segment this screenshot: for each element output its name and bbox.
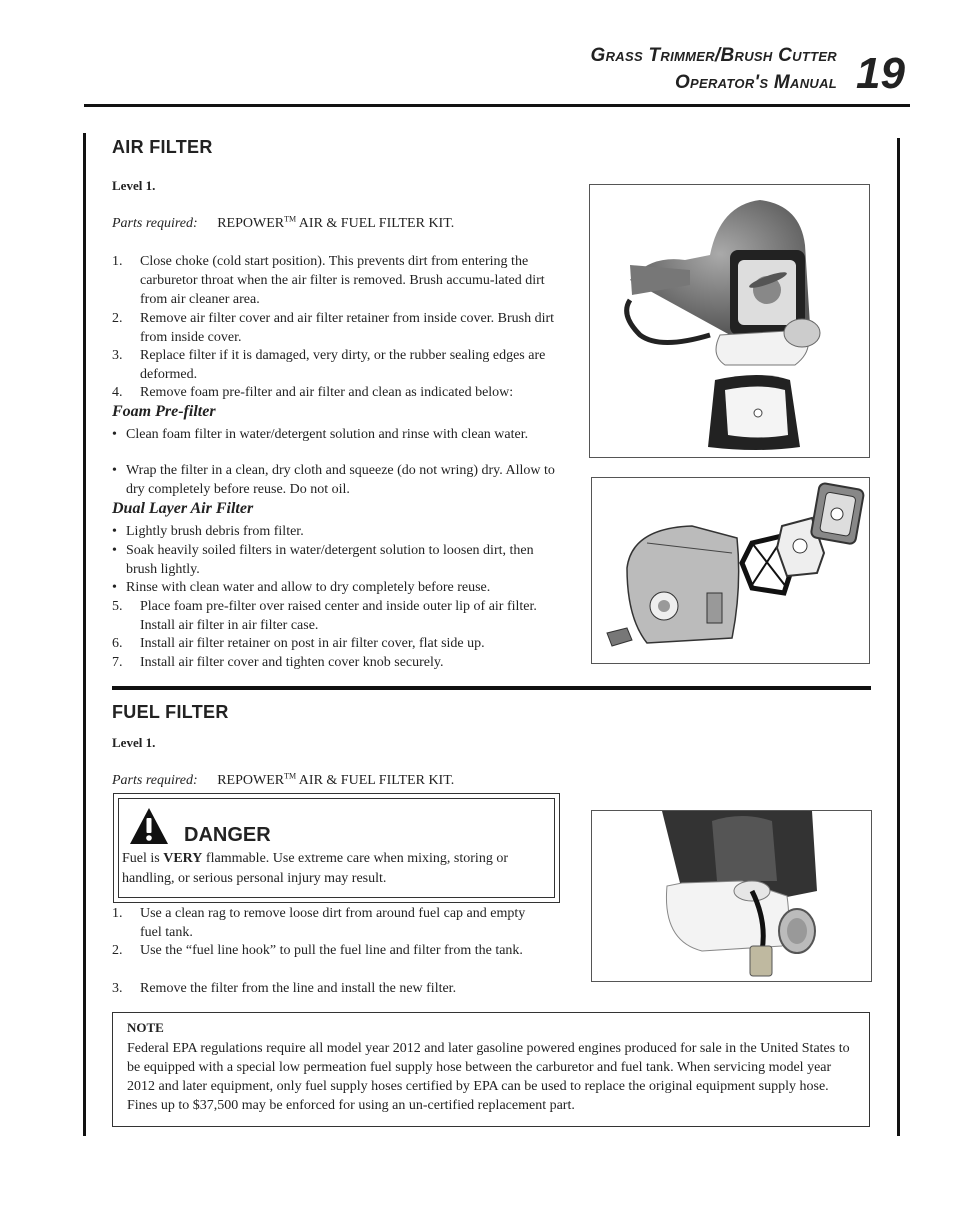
fuel-filter-level: Level 1. — [112, 735, 156, 750]
bullet-text: Wrap the filter in a clean, dry cloth and squeeze (do not wring) dry. Allow to dry completely before reuse. Do not oil. — [126, 463, 555, 497]
step-text: Use the “fuel line hook” to pull the fuel line and filter from the tank. — [140, 943, 523, 958]
right-margin-rule — [897, 138, 900, 1136]
air-filter-level: Level 1. — [112, 178, 156, 193]
parts-value: REPOWER™ AIR & FUEL FILTER KIT. — [217, 214, 455, 231]
bullet-text: Clean foam filter in water/detergent solution and rinse with clean water. — [126, 427, 529, 442]
step-text: Place foam pre-filter over raised center and inside outer lip of air filter. Install air filter in air filter case. — [140, 599, 537, 633]
step-text: Use a clean rag to remove loose dirt from around fuel cap and empty fuel tank. — [140, 906, 526, 940]
step-number: 5. — [112, 599, 123, 614]
fuel-tank-photo — [591, 810, 872, 982]
step-text: Install air filter cover and tighten cover knob securely. — [140, 655, 444, 670]
parts-label: Parts required: — [112, 772, 198, 788]
bullet-icon: • — [112, 524, 117, 539]
danger-heading: DANGER — [184, 824, 271, 846]
danger-text: Fuel is VERY flammable. Use extreme care when mixing, storing or handling, or serious personal injury may result. — [122, 851, 508, 886]
header-rule — [84, 104, 910, 107]
bullet-icon: • — [112, 427, 117, 442]
bullet-icon: • — [112, 580, 117, 595]
step-number: 4. — [112, 385, 123, 400]
step-text: Replace filter if it is damaged, very dirty, or the rubber sealing edges are deformed. — [140, 348, 546, 382]
fuel-filter-heading: FUEL FILTER — [112, 702, 229, 722]
air-filter-heading: AIR FILTER — [112, 137, 213, 157]
bullet-icon: • — [112, 463, 117, 478]
step-text: Close choke (cold start position). This prevents dirt from entering the carburetor throat when the air filter is removed. Brush accumu-lated dirt from air cleaner area. — [140, 254, 545, 307]
warning-triangle-icon — [128, 806, 170, 851]
step-number: 3. — [112, 348, 123, 363]
section-divider — [112, 686, 871, 690]
manual-title-line2: Operator's Manual — [674, 72, 837, 93]
fuel-filter-parts — [112, 771, 454, 789]
manual-title-line1: Grass Trimmer/Brush Cutter — [590, 45, 837, 66]
step-number: 2. — [112, 311, 123, 326]
step-number: 3. — [112, 981, 123, 996]
air-filter-parts — [112, 214, 454, 232]
bullet-text: Lightly brush debris from filter. — [126, 524, 304, 539]
dual-layer-subheading: Dual Layer Air Filter — [112, 500, 254, 517]
step-number: 1. — [112, 906, 123, 921]
page-number: 19 — [856, 49, 905, 98]
left-margin-rule — [83, 133, 86, 1136]
step-number: 1. — [112, 254, 123, 269]
bullet-text: Soak heavily soiled filters in water/detergent solution to loosen dirt, then brush lightly. — [126, 543, 534, 577]
note-heading: NOTE — [127, 1020, 164, 1035]
parts-label: Parts required: — [112, 215, 198, 231]
bullet-icon: • — [112, 543, 117, 558]
step-number: 2. — [112, 943, 123, 958]
step-text: Remove foam pre-filter and air filter and clean as indicated below: — [140, 385, 514, 400]
step-number: 6. — [112, 636, 123, 651]
step-number: 7. — [112, 655, 123, 670]
parts-value: REPOWER™ AIR & FUEL FILTER KIT. — [217, 771, 455, 788]
bullet-text: Rinse with clean water and allow to dry completely before reuse. — [126, 580, 491, 595]
step-text: Install air filter retainer on post in air filter cover, flat side up. — [140, 636, 485, 651]
engine-air-filter-photo — [589, 184, 870, 458]
air-filter-exploded-diagram — [591, 477, 870, 664]
step-text: Remove the filter from the line and install the new filter. — [140, 981, 457, 996]
step-text: Remove air filter cover and air filter retainer from inside cover. Brush dirt from inside cover. — [140, 311, 555, 345]
note-text: Federal EPA regulations require all model year 2012 and later gasoline powered engines produced for sale in the United States to be equipped with a special low permeation fuel supply hose between the carburetor and fuel tank. When servicing model year 2012 and later equipment, only fuel supply hoses certified by EPA can be used to replace the original equipment supply hose. Fines up to $37,500 may be enforced for using an un-certified replacement part. — [127, 1041, 850, 1113]
foam-prefilter-subheading: Foam Pre-filter — [112, 403, 216, 420]
